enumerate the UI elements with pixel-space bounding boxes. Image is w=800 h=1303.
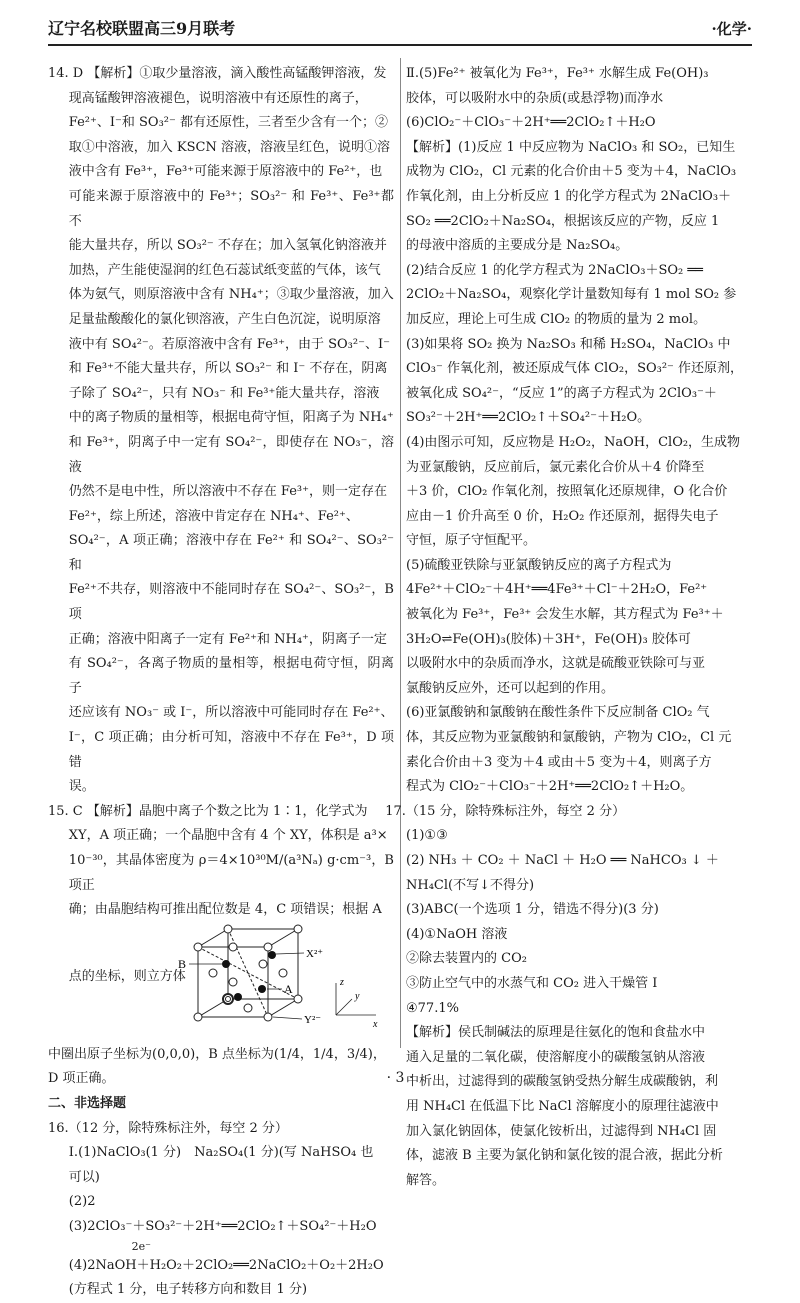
- text-line: Ⅰ.(1)NaClO₃(1 分) Na₂SO₄(1 分)(写 NaHSO₄ 也: [68, 1145, 374, 1161]
- exam-title: 辽宁名校联盟高三9月联考: [48, 19, 236, 38]
- text-line: ＋3 价，ClO₂ 作氧化剂，按照氧化还原规律，O 化合价: [406, 484, 728, 500]
- text-line: 胶体，可以吸附水中的杂质(或悬浮物)而净水: [406, 90, 664, 106]
- text-line: 的母液中溶质的主要成分是 Na₂SO₄。: [406, 238, 629, 254]
- y-ion: [264, 1013, 272, 1021]
- text-line: 体，滤液 B 主要为氯化钠和氯化铵的混合液，据此分析: [406, 1148, 723, 1164]
- text-line: (4)2NaOH＋H₂O₂＋2ClO₂══2NaClO₂＋O₂＋2H₂O: [68, 1257, 384, 1273]
- x-ion: [258, 985, 266, 993]
- text-line: 中析出，过滤得到的碳酸氢钠受热分解生成碳酸钠，利: [406, 1074, 719, 1090]
- text-line: 中圈出原子坐标为(0,0,0)，B 点坐标为(1/4，1/4，3/4)，: [48, 1046, 386, 1062]
- text-line: 还应该有 NO₃⁻ 或 I⁻，所以溶液中可能同时存在 Fe²⁺、: [68, 705, 394, 721]
- page-header: [48, 14, 752, 46]
- x-ion: [234, 993, 242, 1001]
- text-line: 成物为 ClO₂，Cl 元素的化合价由＋5 变为＋4，NaClO₃: [406, 164, 737, 180]
- text-line: (方程式 1 分，电子转移方向和数目 1 分): [68, 1282, 308, 1298]
- text-line: 守恒，原子守恒配平。: [406, 533, 537, 549]
- y-ion: [224, 925, 232, 933]
- text-line: Fe²⁺、I⁻和 SO₃²⁻ 都有还原性，三者至少含有一个；②: [68, 115, 388, 131]
- question-heading: 17.（15 分，除特殊标注外，每空 2 分）: [385, 803, 626, 819]
- page-number: · 3 ·: [386, 1070, 414, 1086]
- y-ion: [244, 1004, 252, 1012]
- text-line: Fe²⁺不共存，则溶液中不能同时存在 SO₄²⁻、SO₃²⁻，B 项: [68, 582, 394, 623]
- text-line: 体为氨气，则原溶液中含有 NH₄⁺；③取少量溶液，加入: [68, 287, 394, 303]
- text-line: 可以): [68, 1169, 100, 1185]
- axis-z-label: z: [340, 976, 344, 988]
- text-line: 10⁻³⁰，其晶体密度为 ρ＝4×10³⁰M/(a³Nₐ) g·cm⁻³，B 项正: [68, 853, 394, 893]
- y-ion: [209, 969, 217, 977]
- text-line: I⁻，C 项正确；由分析可知，溶液中不存在 Fe³⁺，D 项错: [68, 730, 394, 770]
- text-line: (6)ClO₂⁻＋ClO₃⁻＋2H⁺══2ClO₂↑＋H₂O: [406, 115, 656, 131]
- text-line: 正确；溶液中阳离子一定有 Fe²⁺和 NH₄⁺，阴离子一定: [68, 631, 387, 647]
- text-line: 和 Fe³⁺不能大量共存，所以 SO₃²⁻ 和 I⁻ 不存在，阴离: [68, 361, 388, 377]
- text-line: 16.（12 分，除特殊标注外，每空 2 分）: [48, 1120, 288, 1136]
- text-line: 液中有 SO₄²⁻。若原溶液中含有 Fe³⁺，由于 SO₃²⁻、I⁻: [68, 336, 390, 352]
- text-line: 【解析】(1)反应 1 中反应物为 NaClO₃ 和 SO₂，已知生: [406, 139, 736, 155]
- text-line: 液中含有 Fe³⁺，Fe³⁺可能来源于原溶液中的 Fe²⁺，也: [68, 164, 383, 180]
- text-line: 4Fe²⁺＋ClO₂⁻＋4H⁺══4Fe³⁺＋Cl⁻＋2H₂O，Fe²⁺: [406, 582, 708, 598]
- text-line: 14. D 【解析】①取少量溶液，滴入酸性高锰酸钾溶液，发: [48, 66, 387, 81]
- text-line: 足量盐酸酸化的氯化钡溶液，产生白色沉淀，说明原溶: [68, 311, 381, 327]
- x-ion: [222, 960, 230, 968]
- text-line: (3)如果将 SO₂ 换为 Na₂SO₃ 和稀 H₂SO₄，NaClO₃ 中: [406, 336, 731, 352]
- text-line: 2ClO₂＋Na₂SO₄，观察化学计量数知每有 1 mol SO₂ 参: [406, 287, 737, 303]
- text-line: ③防止空气中的水蒸气和 CO₂ 进入干燥管 Ⅰ: [406, 975, 658, 991]
- text-line: 被氧化为 Fe³⁺，Fe³⁺ 会发生水解，其方程式为 Fe³⁺＋: [406, 607, 724, 623]
- text-line: 以吸附水中的杂质而净水，这就是硫酸亚铁除可与亚: [406, 656, 706, 672]
- text-line: 有 SO₄²⁻，各离子物质的量相等，根据电荷守恒，阴离子: [68, 656, 394, 696]
- text-line: ClO₃⁻ 作氧化剂，被还原成气体 ClO₂，SO₃²⁻ 作还原剂，: [406, 361, 744, 377]
- text-line: 体，其反应物为亚氯酸钠和氯酸钠，产物为 ClO₂，Cl 元: [406, 730, 732, 746]
- text-line: 确；由晶胞结构可推出配位数是 4，C 项错误；根据 A: [68, 902, 382, 918]
- y-ion: [229, 943, 237, 951]
- text-line: 现高锰酸钾溶液褪色，说明溶液中有还原性的离子，: [68, 90, 368, 106]
- text-line: 仍然不是电中性，所以溶液中不存在 Fe³⁺，则一定存在: [68, 484, 388, 500]
- text-line: 【解析】侯氏制碱法的原理是往氨化的饱和食盐水中: [406, 1025, 706, 1041]
- text-line: 素化合价由＋3 变为＋4 或由＋5 变为＋4，则离子方: [406, 754, 712, 770]
- section-heading: 二、非选择题: [48, 1095, 127, 1111]
- text-line: 取①中溶液，加入 KSCN 溶液，溶液呈红色，说明①溶: [68, 139, 391, 155]
- text-line: 3H₂O⇌Fe(OH)₃(胶体)＋3H⁺，Fe(OH)₃ 胶体可: [406, 631, 691, 647]
- text-line: (2) NH₃ ＋ CO₂ ＋ NaCl ＋ H₂O ══ NaHCO₃ ↓ ＋: [406, 853, 719, 868]
- text-line: 中的离子物质的量相等，根据电荷守恒，阳离子为 NH₄⁺: [68, 410, 394, 426]
- text-line: (2)2: [68, 1194, 96, 1210]
- text-line: 用 NH₄Cl 在低温下比 NaCl 溶解度小的原理往滤液中: [406, 1098, 719, 1114]
- crystal-cell-figure: [176, 923, 386, 1043]
- text-line: (6)亚氯酸钠和氯酸钠在酸性条件下反应制备 ClO₂ 气: [406, 705, 710, 721]
- text-line: XY，A 项正确；一个晶胞中含有 4 个 XY，体积是 a³×: [68, 828, 388, 844]
- text-line: (4)由图示可知，反应物是 H₂O₂，NaOH，ClO₂，生成物: [406, 434, 741, 450]
- text-line: 加热，产生能使湿润的红色石蕊试纸变蓝的气体，该气: [68, 262, 381, 278]
- subject-label: ·化学·: [711, 20, 752, 38]
- text-line: 应由－1 价升高至 0 价，H₂O₂ 作还原剂，据得失电子: [406, 508, 719, 524]
- text-line: (1)①③: [406, 828, 448, 844]
- y-ion: [279, 969, 287, 977]
- text-line: (5)硫酸亚铁除与亚氯酸钠反应的离子方程式为: [406, 557, 672, 573]
- label-y2: Y²⁻: [304, 1013, 322, 1026]
- text-line: 通入足量的二氧化碳，使溶解度小的碳酸氢钠从溶液: [406, 1049, 706, 1065]
- text-line: 可能来源于原溶液中的 Fe³⁺；SO₃²⁻ 和 Fe³⁺、Fe³⁺都不: [68, 188, 394, 229]
- text-line: 误。: [68, 779, 95, 795]
- text-line: (3)ABC(一个选项 1 分，错选不得分)(3 分): [406, 902, 659, 918]
- y-ion: [264, 943, 272, 951]
- text-line: (3)2ClO₃⁻＋SO₃²⁻＋2H⁺══2ClO₂↑＋SO₄²⁻＋H₂O: [68, 1218, 377, 1234]
- y-ion: [294, 925, 302, 933]
- text-line: SO₃²⁻＋2H⁺══2ClO₂↑＋SO₄²⁻＋H₂O。: [406, 410, 651, 426]
- text-line: 解答。: [406, 1172, 446, 1188]
- left-column: [48, 62, 394, 1298]
- text-line: 能大量共存，所以 SO₃²⁻ 不存在；加入氢氧化钠溶液并: [68, 238, 387, 254]
- electron-transfer-label: 2e⁻: [65, 1239, 151, 1253]
- text-line: 氯酸钠反应外，还可以起到的作用。: [406, 680, 615, 696]
- text-line: 程式为 ClO₂⁻＋ClO₃⁻＋2H⁺══2ClO₂↑＋H₂O。: [406, 779, 694, 795]
- text-line: Ⅱ.(5)Fe²⁺ 被氧化为 Fe³⁺，Fe³⁺ 水解生成 Fe(OH)₃: [406, 66, 709, 81]
- axis-x-label: x: [373, 1018, 378, 1030]
- text-line: D 项正确。: [48, 1071, 115, 1087]
- axis-y-label: y: [355, 990, 360, 1002]
- y-ion: [194, 943, 202, 951]
- text-line: SO₄²⁻，A 项正确；溶液中存在 Fe²⁺ 和 SO₄²⁻、SO₃²⁻ 和: [68, 533, 394, 573]
- text-line: 子除了 SO₄²⁻，只有 NO₃⁻ 和 Fe³⁺能大量共存，溶液: [68, 385, 380, 401]
- column-divider: [400, 58, 401, 1048]
- text-line: 加反应，理论上可生成 ClO₂ 的物质的量为 2 mol。: [406, 311, 707, 327]
- text-line: SO₂ ══2ClO₂＋Na₂SO₄，根据该反应的产物，反应 1: [406, 213, 720, 229]
- label-a: A: [284, 981, 293, 996]
- y-ion: [259, 960, 267, 968]
- text-line: 被氧化成 SO₄²⁻，“反应 1”的离子方程式为 2ClO₃⁻＋: [406, 385, 717, 401]
- crystal-figure-row: [48, 923, 394, 1043]
- text-line: (4)①NaOH 溶液: [406, 926, 508, 942]
- text-line: 加入氯化钠固体，使氯化铵析出，过滤得到 NH₄Cl 固: [406, 1123, 717, 1139]
- text-line: 和 Fe³⁺，阴离子中一定有 SO₄²⁻，即使存在 NO₃⁻，溶液: [68, 434, 394, 475]
- label-x2: X²⁺: [306, 947, 324, 960]
- x-ion: [268, 951, 276, 959]
- text-line: ④77.1%: [406, 1000, 459, 1016]
- text-line: NH₄Cl(不写↓不得分): [406, 877, 535, 893]
- y-ion: [229, 978, 237, 986]
- label-b: B: [178, 956, 187, 971]
- text-line: Fe²⁺，综上所述，溶液中肯定存在 NH₄⁺、Fe²⁺、: [68, 508, 359, 524]
- text-line: 15. C 【解析】晶胞中离子个数之比为 1∶1，化学式为: [48, 803, 368, 819]
- text-line: 作氧化剂，由上分析反应 1 的化学方程式为 2NaClO₃＋: [406, 188, 732, 204]
- text-line: (2)结合反应 1 的化学方程式为 2NaClO₃＋SO₂ ══: [406, 262, 704, 278]
- text-line: ②除去装置内的 CO₂: [406, 951, 527, 967]
- figure-caption-text: 点的坐标，则立方体: [68, 968, 186, 984]
- right-column: [385, 62, 754, 1188]
- y-ion: [194, 1013, 202, 1021]
- y-ion: [294, 995, 302, 1003]
- text-line: 为亚氯酸钠，反应前后，氯元素化合价从＋4 价降至: [406, 459, 705, 475]
